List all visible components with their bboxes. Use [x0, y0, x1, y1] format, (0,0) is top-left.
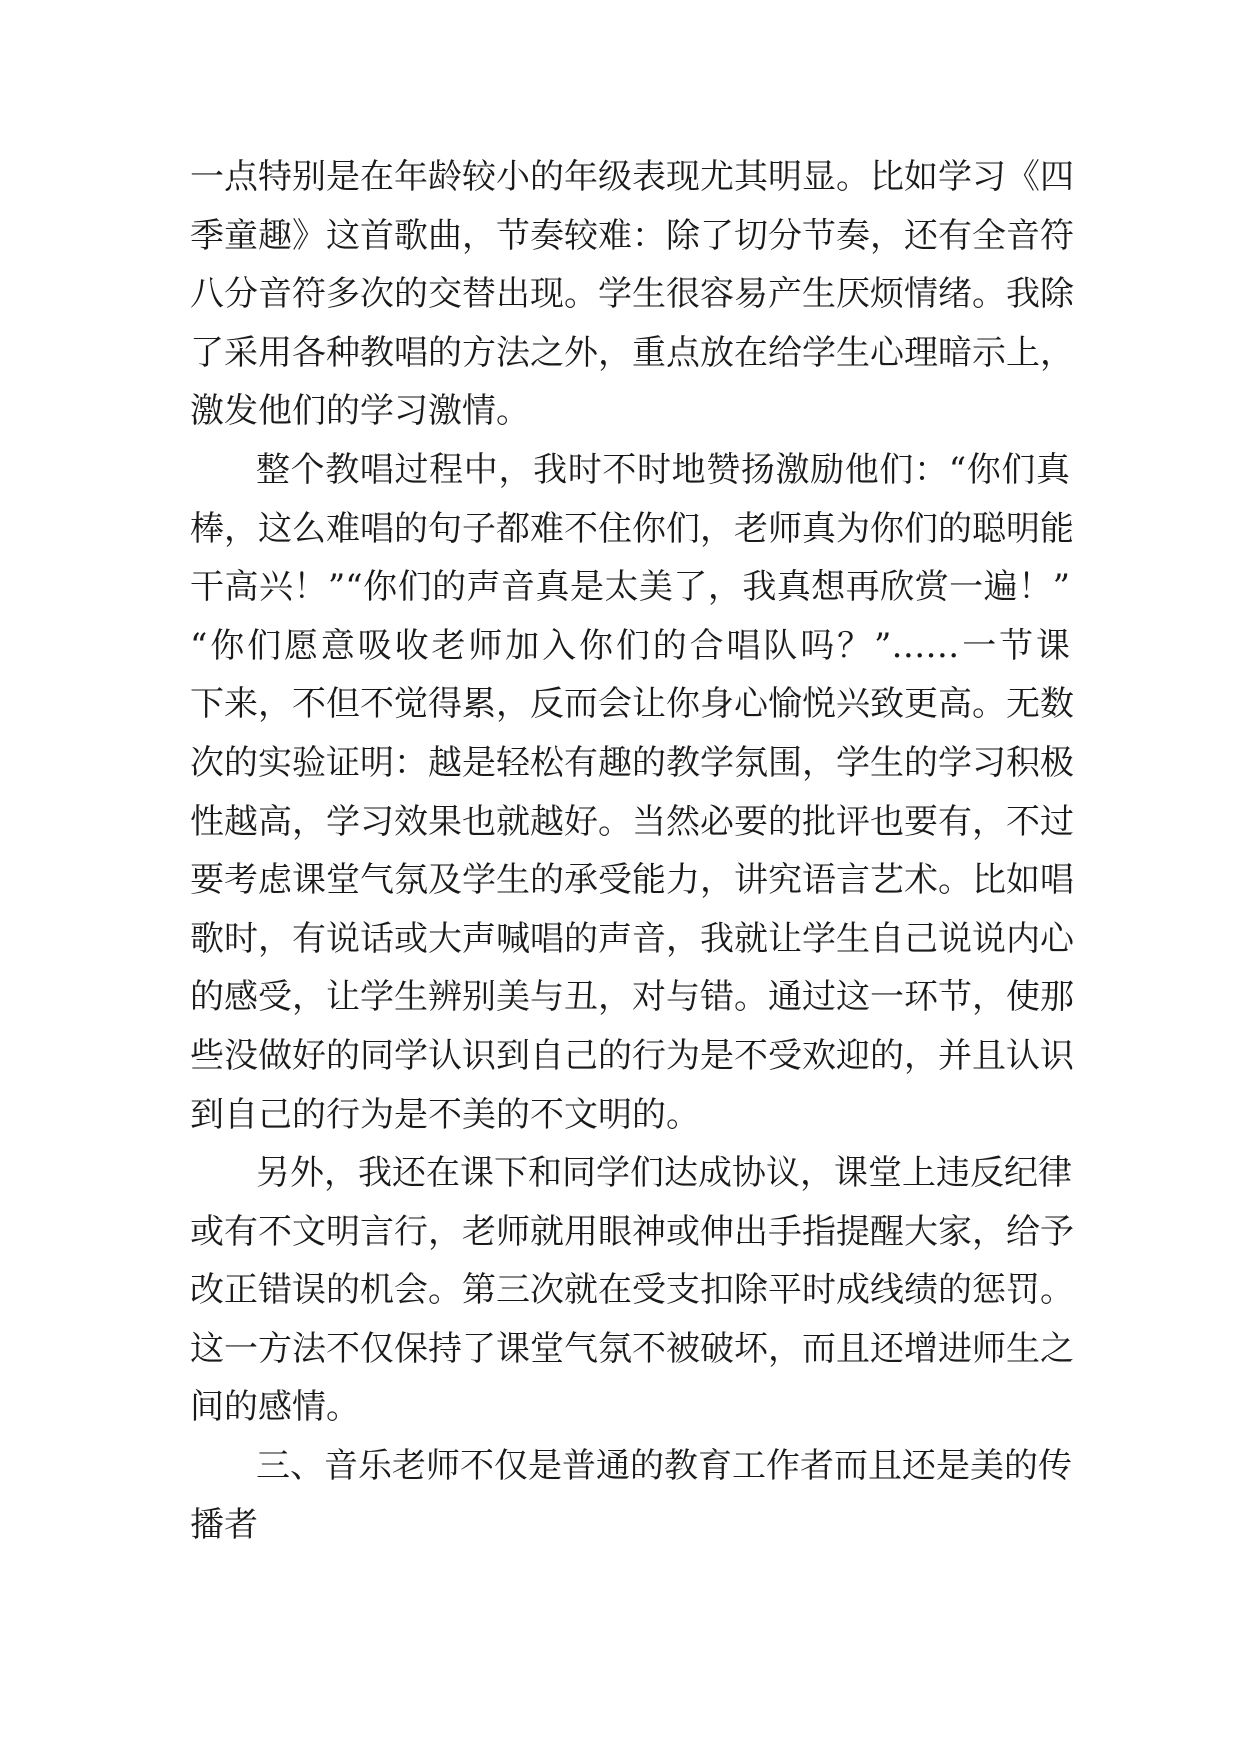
text-line: 播者	[190, 1504, 258, 1545]
text-line: 性越高，学习效果也就越好。当然必要的批评也要有，不过	[190, 801, 1074, 842]
text-line: 要考虑课堂气氛及学生的承受能力，讲究语言艺术。比如唱	[190, 860, 1074, 901]
paragraph-1	[190, 148, 1074, 441]
text-line: 到自己的行为是不美的不文明的。	[190, 1094, 700, 1135]
text-line: 间的感情。	[190, 1387, 360, 1428]
text-line: 一点特别是在年龄较小的年级表现尤其明显。比如学习《四	[190, 157, 1074, 197]
document-body	[190, 148, 1074, 1554]
text-line: 另外，我还在课下和同学们达成协议，课堂上违反纪律	[256, 1153, 1072, 1194]
paragraph-3	[190, 1144, 1074, 1437]
text-line: 激发他们的学习激情。	[190, 391, 530, 432]
paragraph-2	[190, 441, 1074, 1144]
text-line: 下来，不但不觉得累，反而会让你身心愉悦兴致更高。无数	[190, 684, 1074, 725]
text-line: 的感受，让学生辨别美与丑，对与错。通过这一环节，使那	[190, 977, 1074, 1018]
text-line: 季童趣》这首歌曲，节奏较难：除了切分节奏，还有全音符	[190, 215, 1074, 256]
paragraph-4-section-heading	[190, 1437, 1070, 1554]
text-line: 些没做好的同学认识到自己的行为是不受欢迎的，并且认识	[190, 1035, 1074, 1076]
text-line: 歌时，有说话或大声喊唱的声音，我就让学生自己说说内心	[190, 918, 1074, 959]
text-line: 了采用各种教唱的方法之外，重点放在给学生心理暗示上，	[190, 332, 1074, 373]
text-line: 三、音乐老师不仅是普通的教育工作者而且还是美的传	[256, 1446, 1072, 1487]
text-line: 这一方法不仅保持了课堂气氛不被破坏，而且还增进师生之	[190, 1328, 1074, 1369]
text-line: “你们愿意吸收老师加入你们的合唱队吗？”……一节课	[190, 625, 1070, 666]
text-line: 棒，这么难唱的句子都难不住你们，老师真为你们的聪明能	[190, 508, 1074, 549]
text-line: 八分音符多次的交替出现。学生很容易产生厌烦情绪。我除	[190, 274, 1074, 315]
text-line: 或有不文明言行，老师就用眼神或伸出手指提醒大家，给予	[190, 1211, 1074, 1252]
text-line: 整个教唱过程中，我时不时地赞扬激励他们：“你们真	[256, 449, 1070, 490]
text-line: 改正错误的机会。第三次就在受支扣除平时成线绩的惩罚。	[190, 1270, 1074, 1311]
text-line: 干高兴！”“你们的声音真是太美了，我真想再欣赏一遍！”	[190, 567, 1070, 608]
text-line: 次的实验证明：越是轻松有趣的教学氛围，学生的学习积极	[190, 742, 1074, 783]
